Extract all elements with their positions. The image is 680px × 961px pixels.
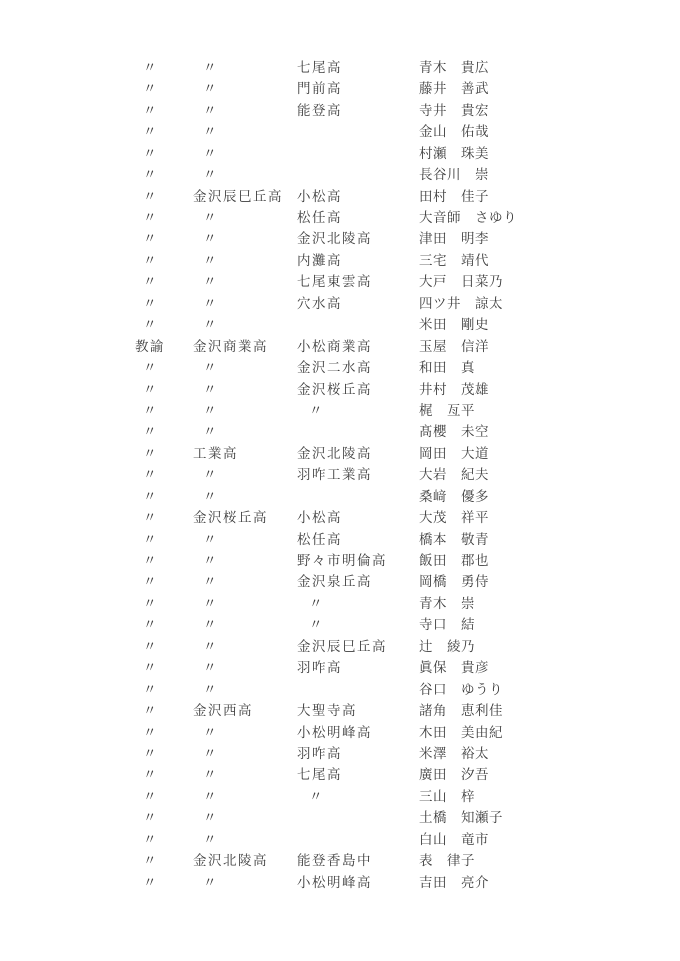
person-name-cell: 大岩 紀夫 <box>419 467 489 483</box>
from-school-cell: 〃 <box>203 638 217 654</box>
to-school-cell: 内灘高 <box>297 252 342 268</box>
table-row <box>0 207 680 228</box>
table-row <box>0 572 680 593</box>
to-school-cell: 金沢泉丘高 <box>297 574 372 590</box>
title-cell: 〃 <box>143 531 157 547</box>
table-row <box>0 593 680 614</box>
to-school-cell: 羽咋高 <box>297 660 342 676</box>
table-row <box>0 271 680 292</box>
from-school-cell: 金沢商業高 <box>193 338 268 354</box>
title-cell: 〃 <box>143 145 157 161</box>
table-row <box>0 850 680 871</box>
from-school-cell: 工業高 <box>193 445 238 461</box>
from-school-cell: 〃 <box>203 295 217 311</box>
from-school-cell: 〃 <box>203 595 217 611</box>
from-school-cell: 〃 <box>203 745 217 761</box>
title-cell: 教諭 <box>135 338 165 354</box>
title-cell: 〃 <box>143 510 157 526</box>
table-row <box>0 636 680 657</box>
table-row <box>0 464 680 485</box>
person-name-cell: 桑﨑 優多 <box>419 488 489 504</box>
person-name-cell: 大音師 さゆり <box>419 210 517 226</box>
person-name-cell: 和田 真 <box>419 360 475 376</box>
table-row <box>0 421 680 442</box>
from-school-cell: 〃 <box>203 252 217 268</box>
from-school-cell: 〃 <box>203 424 217 440</box>
table-row <box>0 357 680 378</box>
table-row <box>0 529 680 550</box>
title-cell: 〃 <box>143 488 157 504</box>
table-row <box>0 872 680 893</box>
to-school-cell: 穴水高 <box>297 295 342 311</box>
title-cell: 〃 <box>143 317 157 333</box>
to-school-cell: 松任高 <box>297 210 342 226</box>
table-row <box>0 443 680 464</box>
from-school-cell: 〃 <box>203 467 217 483</box>
title-cell: 〃 <box>143 874 157 890</box>
person-name-cell: 髙櫻 未空 <box>419 424 489 440</box>
from-school-cell: 〃 <box>203 617 217 633</box>
person-name-cell: 飯田 郡也 <box>419 553 489 569</box>
person-name-cell: 大茂 祥平 <box>419 510 489 526</box>
to-school-cell: 〃 <box>309 617 323 633</box>
from-school-cell: 〃 <box>203 874 217 890</box>
table-row <box>0 229 680 250</box>
from-school-cell: 〃 <box>203 317 217 333</box>
to-school-cell: 金沢辰巳丘高 <box>297 638 387 654</box>
table-row <box>0 186 680 207</box>
to-school-cell: 小松高 <box>297 510 342 526</box>
to-school-cell: 小松高 <box>297 188 342 204</box>
table-row <box>0 379 680 400</box>
table-row <box>0 786 680 807</box>
from-school-cell: 〃 <box>203 681 217 697</box>
title-cell: 〃 <box>143 402 157 418</box>
person-name-cell: 橋本 敬青 <box>419 531 489 547</box>
title-cell: 〃 <box>143 167 157 183</box>
from-school-cell: 〃 <box>203 402 217 418</box>
title-cell: 〃 <box>143 231 157 247</box>
person-name-cell: 米田 剛史 <box>419 317 489 333</box>
person-name-cell: 藤井 善武 <box>419 81 489 97</box>
person-name-cell: 寺井 貴宏 <box>419 102 489 118</box>
person-name-cell: 梶 亙平 <box>419 402 475 418</box>
person-name-cell: 青木 崇 <box>419 595 475 611</box>
table-row <box>0 250 680 271</box>
title-cell: 〃 <box>143 274 157 290</box>
person-name-cell: 井村 茂雄 <box>419 381 489 397</box>
to-school-cell: 小松商業高 <box>297 338 372 354</box>
title-cell: 〃 <box>143 59 157 75</box>
person-name-cell: 吉田 亮介 <box>419 874 489 890</box>
title-cell: 〃 <box>143 638 157 654</box>
title-cell: 〃 <box>143 381 157 397</box>
title-cell: 〃 <box>143 681 157 697</box>
from-school-cell: 〃 <box>203 81 217 97</box>
person-name-cell: 辻 綾乃 <box>419 638 475 654</box>
table-row <box>0 78 680 99</box>
title-cell: 〃 <box>143 745 157 761</box>
to-school-cell: 〃 <box>309 402 323 418</box>
to-school-cell: 門前高 <box>297 81 342 97</box>
from-school-cell: 金沢桜丘高 <box>193 510 268 526</box>
from-school-cell: 金沢西高 <box>193 703 253 719</box>
from-school-cell: 〃 <box>203 767 217 783</box>
title-cell: 〃 <box>143 703 157 719</box>
from-school-cell: 〃 <box>203 231 217 247</box>
to-school-cell: 小松明峰高 <box>297 724 372 740</box>
table-row <box>0 722 680 743</box>
to-school-cell: 能登香島中 <box>297 853 372 869</box>
from-school-cell: 〃 <box>203 381 217 397</box>
person-name-cell: 青木 貴広 <box>419 59 489 75</box>
to-school-cell: 松任高 <box>297 531 342 547</box>
to-school-cell: 金沢二水高 <box>297 360 372 376</box>
table-row <box>0 336 680 357</box>
table-row <box>0 121 680 142</box>
title-cell: 〃 <box>143 574 157 590</box>
from-school-cell: 〃 <box>203 360 217 376</box>
title-cell: 〃 <box>143 360 157 376</box>
table-row <box>0 807 680 828</box>
to-school-cell: 〃 <box>309 788 323 804</box>
person-name-cell: 米澤 裕太 <box>419 745 489 761</box>
person-name-cell: 谷口 ゆうり <box>419 681 503 697</box>
table-row <box>0 100 680 121</box>
to-school-cell: 大聖寺高 <box>297 703 357 719</box>
title-cell: 〃 <box>143 595 157 611</box>
title-cell: 〃 <box>143 467 157 483</box>
to-school-cell: 七尾東雲高 <box>297 274 372 290</box>
person-name-cell: 津田 明李 <box>419 231 489 247</box>
title-cell: 〃 <box>143 295 157 311</box>
title-cell: 〃 <box>143 853 157 869</box>
from-school-cell: 〃 <box>203 788 217 804</box>
table-row <box>0 657 680 678</box>
to-school-cell: 野々市明倫高 <box>297 553 387 569</box>
to-school-cell: 羽咋工業高 <box>297 467 372 483</box>
to-school-cell: 羽咋高 <box>297 745 342 761</box>
title-cell: 〃 <box>143 553 157 569</box>
title-cell: 〃 <box>143 831 157 847</box>
from-school-cell: 〃 <box>203 167 217 183</box>
from-school-cell: 〃 <box>203 102 217 118</box>
from-school-cell: 〃 <box>203 124 217 140</box>
to-school-cell: 小松明峰高 <box>297 874 372 890</box>
table-row <box>0 57 680 78</box>
table-row <box>0 486 680 507</box>
person-name-cell: 三山 梓 <box>419 788 475 804</box>
from-school-cell: 金沢北陵高 <box>193 853 268 869</box>
person-name-cell: 大戸 日菜乃 <box>419 274 503 290</box>
from-school-cell: 〃 <box>203 553 217 569</box>
table-row <box>0 764 680 785</box>
person-name-cell: 岡橋 勇侍 <box>419 574 489 590</box>
person-name-cell: 木田 美由紀 <box>419 724 503 740</box>
from-school-cell: 〃 <box>203 145 217 161</box>
to-school-cell: 能登高 <box>297 102 342 118</box>
title-cell: 〃 <box>143 617 157 633</box>
from-school-cell: 〃 <box>203 831 217 847</box>
from-school-cell: 〃 <box>203 660 217 676</box>
from-school-cell: 〃 <box>203 531 217 547</box>
to-school-cell: 〃 <box>309 595 323 611</box>
to-school-cell: 金沢桜丘高 <box>297 381 372 397</box>
title-cell: 〃 <box>143 810 157 826</box>
person-name-cell: 表 律子 <box>419 853 475 869</box>
person-name-cell: 長谷川 崇 <box>419 167 489 183</box>
to-school-cell: 金沢北陵高 <box>297 445 372 461</box>
table-row <box>0 550 680 571</box>
table-row <box>0 829 680 850</box>
person-name-cell: 村瀬 珠美 <box>419 145 489 161</box>
person-name-cell: 田村 佳子 <box>419 188 489 204</box>
personnel-transfer-table <box>0 57 680 893</box>
from-school-cell: 〃 <box>203 488 217 504</box>
title-cell: 〃 <box>143 445 157 461</box>
from-school-cell: 〃 <box>203 59 217 75</box>
title-cell: 〃 <box>143 81 157 97</box>
person-name-cell: 岡田 大道 <box>419 445 489 461</box>
title-cell: 〃 <box>143 252 157 268</box>
title-cell: 〃 <box>143 210 157 226</box>
to-school-cell: 七尾高 <box>297 59 342 75</box>
from-school-cell: 金沢辰巳丘高 <box>193 188 283 204</box>
table-row <box>0 743 680 764</box>
person-name-cell: 諸角 恵利佳 <box>419 703 503 719</box>
title-cell: 〃 <box>143 188 157 204</box>
title-cell: 〃 <box>143 102 157 118</box>
table-row <box>0 614 680 635</box>
table-row <box>0 400 680 421</box>
person-name-cell: 金山 佑哉 <box>419 124 489 140</box>
person-name-cell: 廣田 汐吾 <box>419 767 489 783</box>
table-row <box>0 314 680 335</box>
table-row <box>0 700 680 721</box>
from-school-cell: 〃 <box>203 724 217 740</box>
from-school-cell: 〃 <box>203 210 217 226</box>
from-school-cell: 〃 <box>203 274 217 290</box>
table-row <box>0 679 680 700</box>
title-cell: 〃 <box>143 724 157 740</box>
person-name-cell: 四ツ井 諒太 <box>419 295 503 311</box>
title-cell: 〃 <box>143 767 157 783</box>
title-cell: 〃 <box>143 424 157 440</box>
to-school-cell: 七尾高 <box>297 767 342 783</box>
title-cell: 〃 <box>143 124 157 140</box>
person-name-cell: 玉屋 信洋 <box>419 338 489 354</box>
table-row <box>0 507 680 528</box>
title-cell: 〃 <box>143 788 157 804</box>
from-school-cell: 〃 <box>203 810 217 826</box>
person-name-cell: 白山 竜市 <box>419 831 489 847</box>
person-name-cell: 眞保 貴彦 <box>419 660 489 676</box>
title-cell: 〃 <box>143 660 157 676</box>
person-name-cell: 土橋 知瀬子 <box>419 810 503 826</box>
table-row <box>0 143 680 164</box>
person-name-cell: 寺口 結 <box>419 617 475 633</box>
to-school-cell: 金沢北陵高 <box>297 231 372 247</box>
person-name-cell: 三宅 靖代 <box>419 252 489 268</box>
table-row <box>0 164 680 185</box>
table-row <box>0 293 680 314</box>
from-school-cell: 〃 <box>203 574 217 590</box>
